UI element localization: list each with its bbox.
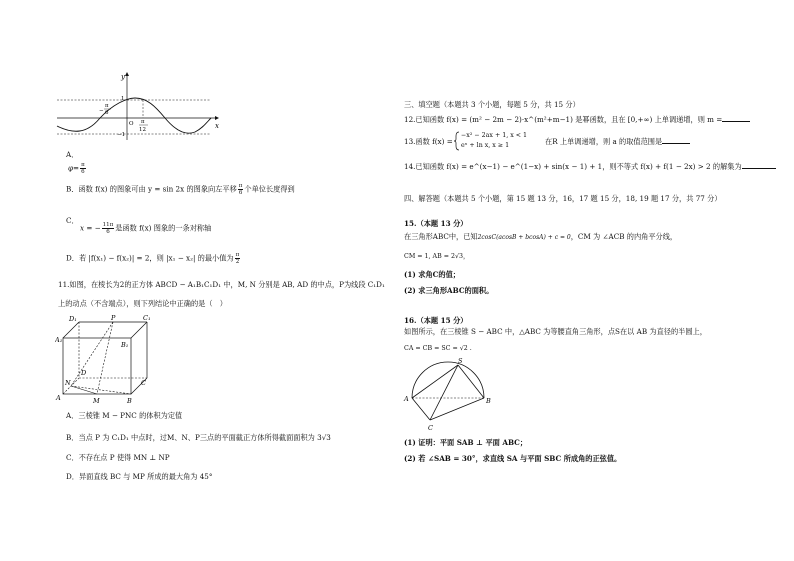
label-A: A xyxy=(56,394,61,402)
q16-line2: CA = CB = SC = √2 . xyxy=(404,345,472,352)
answer-blank xyxy=(722,115,750,122)
answer-blank xyxy=(662,137,690,144)
q14-text: 14.已知函数 f(x) = e^(x−1) − e^(1−x) + sin(x − 1) + 1，则不等式 f(x) + f(1 − 2x) > 2 的解集为 xyxy=(404,162,742,171)
fraction: $\frac{11\pi}{6}$ xyxy=(102,222,114,235)
left-tick-den: 6 xyxy=(105,110,109,116)
label-D: D xyxy=(81,369,87,377)
q16-heading: 16.（本题 15 分） xyxy=(404,316,468,325)
y-axis-arrow xyxy=(125,72,129,76)
option-text-tail: 是函数 f(x) 图象的一条对称轴 xyxy=(115,223,212,233)
y-label: y xyxy=(121,73,125,81)
cube-figure xyxy=(55,312,165,404)
q10-option-b xyxy=(66,183,295,196)
label-S: S xyxy=(458,357,463,365)
left-tick-sign: − xyxy=(99,108,104,114)
semicircle-figure xyxy=(402,356,492,436)
label-C: C xyxy=(428,424,433,432)
label-P: P xyxy=(111,314,116,322)
fraction: $\frac{\pi}{6}$ xyxy=(81,162,85,175)
q14 xyxy=(404,162,776,171)
option-text-tail: 个单位长度得到 xyxy=(244,184,295,194)
x-axis-arrow xyxy=(215,116,219,120)
q10-option-d xyxy=(66,252,241,265)
label-A1: A₁ xyxy=(55,336,63,344)
q15-line2: CM = 1, AB = 2√3， xyxy=(404,253,470,260)
right-tick-den: 12 xyxy=(139,127,146,133)
q10-option-c-body xyxy=(80,222,211,235)
section-4-heading: 四、解答题（本题共 5 个小题，第 15 题 13 分，16，17 题 15 分，18, 19 题 17 分，共 77 分） xyxy=(404,194,722,203)
q11-option-b: B．当点 P 为 C₁D₁ 中点时，过M、N、P三点的平面截正方体所得截面面积为 3√3 xyxy=(66,433,331,442)
option-letter: C． xyxy=(66,216,79,225)
q11-option-a: A．三棱锥 M − PNC 的体积为定值 xyxy=(66,411,183,420)
q13-pre: 13.函数 f(x) = xyxy=(404,137,453,146)
label-C1: C₁ xyxy=(143,314,151,322)
q13-case-2: eˣ + ln x, x ≥ 1 xyxy=(461,142,510,149)
option-text: φ= xyxy=(68,163,80,173)
label-A: A xyxy=(404,395,409,403)
label-M: M xyxy=(93,397,100,404)
q10-option-a xyxy=(66,150,78,159)
semicircle-arc xyxy=(412,362,484,398)
q13-post xyxy=(545,137,690,146)
fraction: $\frac{\pi}{2}$ xyxy=(235,252,240,265)
option-letter: D． xyxy=(66,253,79,263)
option-text: x = − xyxy=(80,223,101,233)
q13 xyxy=(404,137,453,146)
option-letter: A． xyxy=(66,150,79,159)
q15-line1 xyxy=(404,232,677,242)
fraction: $\frac{\pi}{6}$ xyxy=(238,183,243,196)
label-D1: D₁ xyxy=(69,315,77,323)
q15-part1: (1) 求角C的值； xyxy=(404,270,460,279)
origin-label: O xyxy=(129,121,134,127)
q15-part2: (2) 求三角形ABC的面积。 xyxy=(404,286,494,295)
q13-brace xyxy=(454,131,460,151)
option-text: 若 |f(x₁) − f(x₂)| = 2，则 |x₁ − x₂| 的最小值为 xyxy=(78,253,234,263)
q11-stem-line2: 上的动点（不含端点），则下列结论中正确的是（ ） xyxy=(58,299,227,308)
label-B: B xyxy=(127,397,132,404)
x-label: x xyxy=(215,122,219,130)
label-C: C xyxy=(141,379,146,387)
q10-option-c xyxy=(66,216,79,225)
q15-line1b: 2cosC(acosB + bcosA) + c = 0 xyxy=(477,234,571,241)
q10-option-a-body xyxy=(68,162,87,175)
q11-option-c: C．不存在点 P 使得 MN ⊥ NP xyxy=(66,453,170,462)
option-letter: B． xyxy=(66,184,79,194)
q11-option-d: D．异面直线 BC 与 MP 所成的最大角为 45° xyxy=(66,472,213,481)
tick-minus-one: −1 xyxy=(117,132,126,138)
label-N: N xyxy=(65,379,71,387)
q16-part1: (1) 证明：平面 SAB ⊥ 平面 ABC； xyxy=(404,438,528,447)
option-text: 函数 f(x) 的图象可由 y = sin 2x 的图象向左平移 xyxy=(78,184,237,194)
q12-text: 12.已知函数 f(x) = (m² − 2m − 2)·x^(m²+m−1) 是幂函数，且在 [0,+∞) 上单调递增，则 m = xyxy=(404,115,723,124)
q13-case-1: −x² − 2ax + 1, x < 1 xyxy=(461,132,528,139)
label-B: B xyxy=(486,397,491,405)
q16-part2: (2) 若 ∠SAB = 30°，求直线 SA 与平面 SBC 所成角的正弦值。 xyxy=(404,454,622,463)
q15-heading: 15.（本题 13 分） xyxy=(404,219,468,228)
q16-line1: 如图所示，在三棱锥 S − ABC 中，△ABC 为等腰直角三角形，点S在以 AB 为直径的半圆上， xyxy=(404,327,707,336)
tick-one: 1 xyxy=(121,96,125,102)
label-B1: B₁ xyxy=(121,341,129,349)
right-tick-num: π xyxy=(141,119,145,125)
sine-graph xyxy=(55,70,225,142)
q11-stem-line1: 11.如图，在棱长为2的正方体 ABCD − A₁B₁C₁D₁ 中，M, N 分别是 AB, AD 的中点，P为线段 C₁D₁ xyxy=(58,280,385,289)
answer-blank xyxy=(742,162,776,169)
section-3-heading: 三、填空题（本题共 3 个小题，每题 5 分，共 15 分） xyxy=(404,100,580,109)
q13-post-text: 在R 上单调递增，则 a 的取值范围是 xyxy=(545,137,663,146)
left-tick-num: π xyxy=(105,103,109,109)
q15-line1c: ，CM 为 ∠ACB 的内角平分线， xyxy=(570,232,678,241)
sine-curve xyxy=(57,98,211,133)
q12 xyxy=(404,115,750,124)
q15-line1a: 在三角形ABC中，已知 xyxy=(404,232,478,241)
